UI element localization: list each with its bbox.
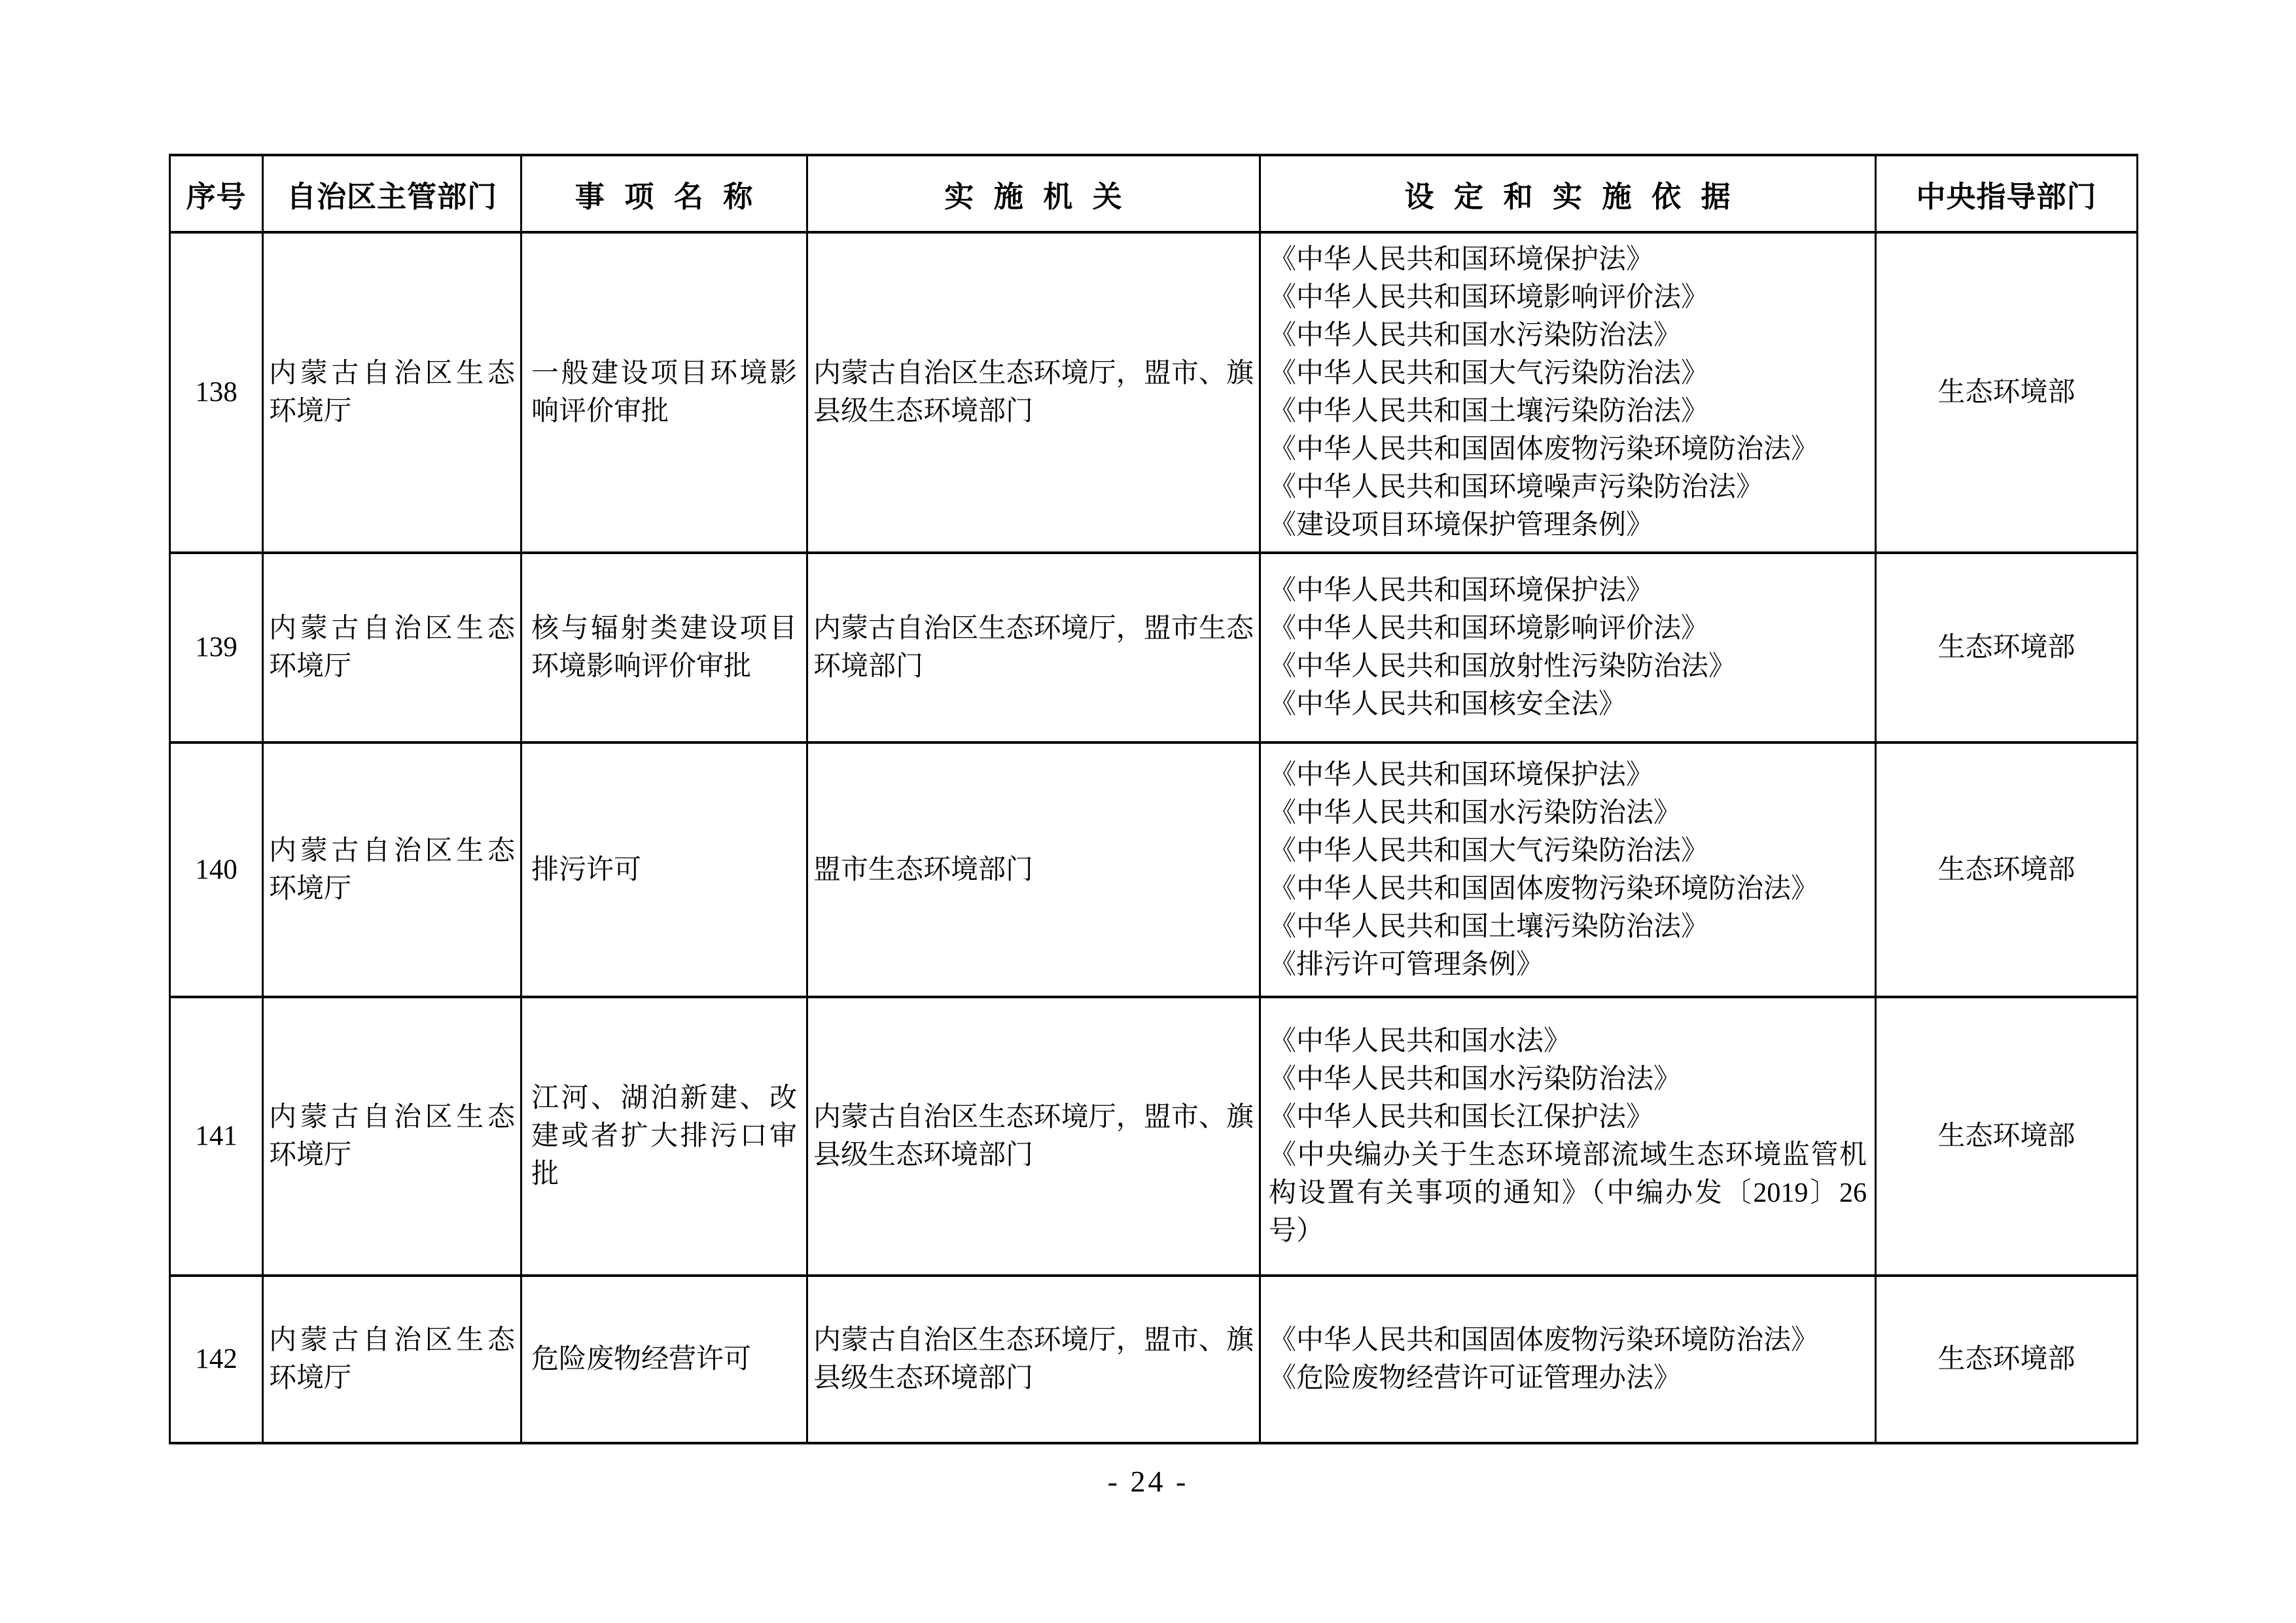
legal-basis-line: 《中华人民共和国水法》: [1269, 1026, 1572, 1056]
legal-basis-line: 《中华人民共和国土壤污染防治法》: [1269, 396, 1709, 427]
legal-basis-list: [1269, 1022, 1867, 1250]
cell-serial: 141: [170, 997, 263, 1276]
header-item-name: 事 项 名 称: [521, 155, 807, 232]
legal-basis-line: 《中华人民共和国大气污染防治法》: [1269, 358, 1709, 389]
legal-basis-line: 《中华人民共和国核安全法》: [1269, 689, 1627, 720]
cell-legal-basis: [1260, 997, 1876, 1276]
cell-central-department: 生态环境部: [1876, 553, 2138, 742]
legal-basis-line: 《中华人民共和国水污染防治法》: [1269, 321, 1682, 351]
legal-basis-line: 《建设项目环境保护管理条例》: [1269, 510, 1654, 540]
cell-central-department: 生态环境部: [1876, 997, 2138, 1276]
legal-basis-line: 《中华人民共和国环境影响评价法》: [1269, 614, 1709, 644]
table-row: [170, 553, 2138, 742]
cell-central-department: 生态环境部: [1876, 1276, 2138, 1443]
legal-basis-line: 《中华人民共和国环境保护法》: [1269, 576, 1654, 606]
legal-basis-line: 《中华人民共和国固体废物污染环境防治法》: [1269, 873, 1819, 904]
legal-basis-line: 《中华人民共和国环境影响评价法》: [1269, 283, 1709, 313]
approval-items-table: [169, 154, 2138, 1444]
cell-legal-basis: [1260, 742, 1876, 997]
legal-basis-line: 《排污许可管理条例》: [1269, 949, 1544, 980]
cell-department: 内蒙古自治区生态环境厅: [263, 232, 521, 553]
cell-item-name: 危险废物经营许可: [521, 1276, 807, 1443]
header-row: [170, 155, 2138, 232]
table-row: [170, 742, 2138, 997]
cell-implementing-agency: 内蒙古自治区生态环境厅，盟市、旗县级生态环境部门: [807, 1276, 1260, 1443]
legal-basis-line: 《中华人民共和国长江保护法》: [1269, 1102, 1654, 1132]
cell-central-department: 生态环境部: [1876, 232, 2138, 553]
table-body: [170, 232, 2138, 1443]
table-row: [170, 997, 2138, 1276]
cell-implementing-agency: 内蒙古自治区生态环境厅，盟市生态环境部门: [807, 553, 1260, 742]
cell-legal-basis: [1260, 232, 1876, 553]
legal-basis-list: [1269, 1321, 1867, 1397]
cell-serial: 142: [170, 1276, 263, 1443]
table-header: [170, 155, 2138, 232]
cell-department: 内蒙古自治区生态环境厅: [263, 1276, 521, 1443]
legal-basis-list: [1269, 572, 1867, 724]
cell-item-name: 一般建设项目环境影响评价审批: [521, 232, 807, 553]
cell-central-department: 生态环境部: [1876, 742, 2138, 997]
cell-legal-basis: [1260, 1276, 1876, 1443]
cell-item-name: 排污许可: [521, 742, 807, 997]
legal-basis-line: 《中华人民共和国环境噪声污染防治法》: [1269, 472, 1764, 502]
legal-basis-line: 《中华人民共和国水污染防治法》: [1269, 797, 1682, 828]
legal-basis-line: 《危险废物经营许可证管理办法》: [1269, 1363, 1682, 1393]
cell-implementing-agency: 盟市生态环境部门: [807, 742, 1260, 997]
header-serial: 序号: [170, 155, 263, 232]
header-legal-basis: 设 定 和 实 施 依 据: [1260, 155, 1876, 232]
legal-basis-line: 《中华人民共和国放射性污染防治法》: [1269, 652, 1737, 682]
cell-legal-basis: [1260, 553, 1876, 742]
cell-item-name: 核与辐射类建设项目环境影响评价审批: [521, 553, 807, 742]
cell-item-name: 江河、湖泊新建、改建或者扩大排污口审批: [521, 997, 807, 1276]
legal-basis-line: 《中华人民共和国水污染防治法》: [1269, 1064, 1682, 1094]
legal-basis-line: 《中华人民共和国环境保护法》: [1269, 245, 1654, 275]
cell-implementing-agency: 内蒙古自治区生态环境厅，盟市、旗县级生态环境部门: [807, 232, 1260, 553]
cell-serial: 138: [170, 232, 263, 553]
cell-implementing-agency: 内蒙古自治区生态环境厅，盟市、旗县级生态环境部门: [807, 997, 1260, 1276]
header-implementing-agency: 实 施 机 关: [807, 155, 1260, 232]
table-row: [170, 1276, 2138, 1443]
cell-serial: 139: [170, 553, 263, 742]
legal-basis-line: 《中华人民共和国环境保护法》: [1269, 759, 1654, 790]
legal-basis-line: 《中华人民共和国大气污染防治法》: [1269, 835, 1709, 866]
table-row: [170, 232, 2138, 553]
legal-basis-list: [1269, 241, 1867, 544]
legal-basis-line: 《中华人民共和国固体废物污染环境防治法》: [1269, 1325, 1819, 1355]
page-number: - 24 -: [1107, 1465, 1189, 1498]
legal-basis-line: 《中央编办关于生态环境部流域生态环境监管机构设置有关事项的通知》（中编办发〔2019〕26号）: [1269, 1140, 1867, 1246]
cell-department: 内蒙古自治区生态环境厅: [263, 553, 521, 742]
cell-serial: 140: [170, 742, 263, 997]
legal-basis-line: 《中华人民共和国土壤污染防治法》: [1269, 911, 1709, 942]
header-central-department: 中央指导部门: [1876, 155, 2138, 232]
header-department: 自治区主管部门: [263, 155, 521, 232]
legal-basis-list: [1269, 756, 1867, 984]
legal-basis-line: 《中华人民共和国固体废物污染环境防治法》: [1269, 434, 1819, 464]
cell-department: 内蒙古自治区生态环境厅: [263, 997, 521, 1276]
cell-department: 内蒙古自治区生态环境厅: [263, 742, 521, 997]
